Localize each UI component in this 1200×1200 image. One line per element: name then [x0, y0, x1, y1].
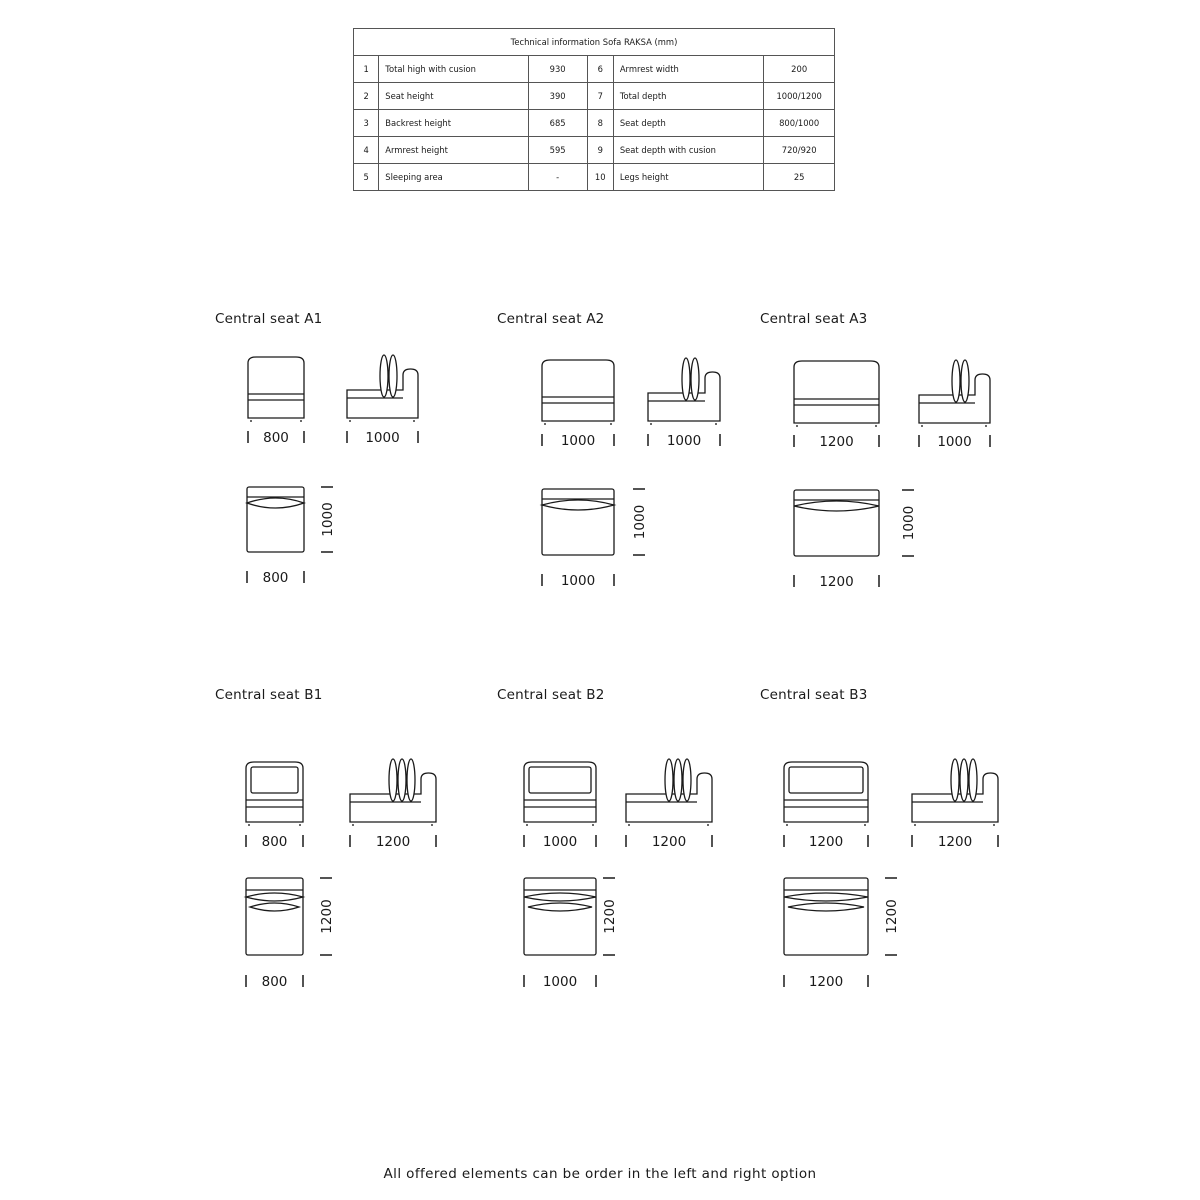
front-outline — [794, 361, 879, 423]
side-view-b1 — [350, 759, 436, 826]
row-number: 3 — [354, 110, 379, 137]
dim-front-width-b3 — [784, 834, 868, 850]
front-outline — [542, 360, 614, 421]
row-number: 10 — [587, 164, 613, 191]
row-number: 4 — [354, 137, 379, 164]
dimension-label: 1200 — [651, 834, 687, 850]
plan-view-a2 — [542, 489, 614, 555]
back-cushion — [952, 360, 960, 402]
row-label: Seat depth with cusion — [613, 137, 764, 164]
side-view-a2 — [648, 358, 720, 425]
back-cushion — [524, 893, 596, 901]
dim-side-depth-a3 — [919, 434, 990, 450]
row-value: 25 — [764, 164, 835, 191]
plan-view-b2 — [524, 878, 596, 955]
row-number: 6 — [587, 56, 613, 83]
back-cushion — [960, 759, 968, 801]
row-number: 2 — [354, 83, 379, 110]
dim-front-width-b2 — [524, 834, 596, 850]
back-cushion — [246, 893, 303, 901]
back-cushion — [794, 501, 879, 511]
back-cushion — [691, 358, 699, 400]
dim-plan-depth-b2 — [602, 878, 618, 955]
dim-plan-depth-a3 — [901, 490, 917, 556]
row-value: 930 — [528, 56, 587, 83]
row-value: 720/920 — [764, 137, 835, 164]
dim-plan-depth-b1 — [319, 878, 335, 955]
side-view-b3 — [912, 759, 998, 826]
back-cushion — [251, 767, 298, 793]
row-value: 595 — [528, 137, 587, 164]
row-number: 7 — [587, 83, 613, 110]
back-cushion — [407, 759, 415, 801]
dimension-label: 1200 — [819, 434, 854, 450]
dim-plan-width-b3 — [784, 974, 868, 990]
front-outline — [246, 762, 303, 822]
dimension-label: 1200 — [884, 899, 900, 934]
dimension-label: 1200 — [808, 974, 844, 990]
front-view-b2 — [524, 762, 596, 826]
back-cushion — [250, 903, 299, 911]
dimension-label: 1000 — [542, 834, 578, 850]
plan-view-b3 — [784, 878, 868, 955]
side-view-a1 — [347, 355, 418, 422]
dim-side-depth-a1 — [347, 430, 418, 446]
dim-plan-width-a2 — [542, 573, 614, 589]
row-label: Sleeping area — [379, 164, 528, 191]
front-view-b1 — [246, 762, 303, 826]
plan-view-b1 — [246, 878, 303, 955]
front-outline — [784, 762, 868, 822]
dimension-label: 1000 — [320, 502, 336, 537]
row-value: 390 — [528, 83, 587, 110]
dim-side-depth-b2 — [626, 834, 712, 850]
back-cushion — [674, 759, 682, 801]
module-label-b1: Central seat B1 — [215, 687, 323, 703]
dimension-label: 800 — [263, 430, 289, 446]
dim-plan-width-a3 — [794, 574, 879, 590]
back-cushion — [961, 360, 969, 402]
front-view-a3 — [794, 361, 879, 427]
row-label: Armrest height — [379, 137, 528, 164]
dim-plan-width-b2 — [524, 974, 596, 990]
dimension-label: 800 — [261, 974, 288, 990]
table-title: Technical information Sofa RAKSA (mm) — [354, 29, 835, 56]
dim-front-width-b1 — [246, 834, 303, 850]
back-cushion — [528, 903, 592, 911]
dimension-label: 1200 — [602, 899, 618, 934]
back-cushion — [542, 500, 614, 510]
row-value: 800/1000 — [764, 110, 835, 137]
row-number: 8 — [587, 110, 613, 137]
dim-plan-depth-a2 — [632, 489, 648, 555]
front-view-b3 — [784, 762, 868, 826]
dim-front-width-a2 — [542, 433, 614, 449]
dimension-label: 1000 — [937, 434, 972, 450]
back-cushion — [951, 759, 959, 801]
dimension-label: 1000 — [560, 433, 596, 449]
back-cushion — [683, 759, 691, 801]
row-value: 685 — [528, 110, 587, 137]
back-cushion — [247, 498, 304, 508]
footer-note: All offered elements can be order in the left and right option — [383, 1166, 817, 1182]
side-view-a3 — [919, 360, 990, 427]
row-value: 200 — [764, 56, 835, 83]
dim-plan-depth-a1 — [320, 487, 336, 552]
dim-side-depth-b1 — [350, 834, 436, 850]
back-cushion — [682, 358, 690, 400]
dimension-label: 1000 — [666, 433, 702, 449]
back-cushion — [789, 767, 863, 793]
dimension-label: 1000 — [365, 430, 400, 446]
dim-plan-depth-b3 — [884, 878, 900, 955]
dimension-label: 800 — [262, 570, 289, 586]
back-cushion — [389, 759, 397, 801]
dim-plan-width-b1 — [246, 974, 303, 990]
row-number: 9 — [587, 137, 613, 164]
plan-view-a3 — [794, 490, 879, 556]
module-label-b3: Central seat B3 — [760, 687, 868, 703]
back-cushion — [529, 767, 591, 793]
dimension-label: 1000 — [901, 505, 917, 541]
row-label: Backrest height — [379, 110, 528, 137]
plan-view-a1 — [247, 487, 304, 552]
module-label-a2: Central seat A2 — [497, 311, 605, 327]
row-value: 1000/1200 — [764, 83, 835, 110]
row-label: Seat depth — [613, 110, 764, 137]
side-view-b2 — [626, 759, 712, 826]
dim-front-width-a1 — [248, 430, 304, 446]
row-number: 5 — [354, 164, 379, 191]
row-number: 1 — [354, 56, 379, 83]
back-cushion — [389, 355, 397, 397]
dimension-label: 1200 — [937, 834, 973, 850]
module-label-a3: Central seat A3 — [760, 311, 868, 327]
row-label: Total depth — [613, 83, 764, 110]
row-label: Armrest width — [613, 56, 764, 83]
dimension-label: 1000 — [560, 573, 596, 589]
row-label: Seat height — [379, 83, 528, 110]
back-cushion — [969, 759, 977, 801]
dim-front-width-a3 — [794, 434, 879, 450]
module-label-b2: Central seat B2 — [497, 687, 605, 703]
dim-plan-width-a1 — [247, 570, 304, 586]
back-cushion — [665, 759, 673, 801]
dimension-label: 800 — [261, 834, 288, 850]
dimension-label: 1200 — [808, 834, 844, 850]
back-cushion — [380, 355, 388, 397]
back-cushion — [788, 903, 864, 911]
dimension-label: 1200 — [375, 834, 411, 850]
front-outline — [524, 762, 596, 822]
row-value: - — [528, 164, 587, 191]
dimension-label: 1000 — [632, 504, 648, 540]
dim-side-depth-b3 — [912, 834, 998, 850]
module-label-a1: Central seat A1 — [215, 311, 323, 327]
back-cushion — [784, 893, 868, 901]
row-label: Total high with cusion — [379, 56, 528, 83]
front-outline — [248, 357, 304, 418]
dimension-label: 1200 — [319, 899, 335, 934]
dimension-label: 1000 — [542, 974, 578, 990]
dim-side-depth-a2 — [648, 433, 720, 449]
front-view-a1 — [248, 357, 304, 422]
front-view-a2 — [542, 360, 614, 425]
dimension-label: 1200 — [819, 574, 854, 590]
row-label: Legs height — [613, 164, 764, 191]
back-cushion — [398, 759, 406, 801]
